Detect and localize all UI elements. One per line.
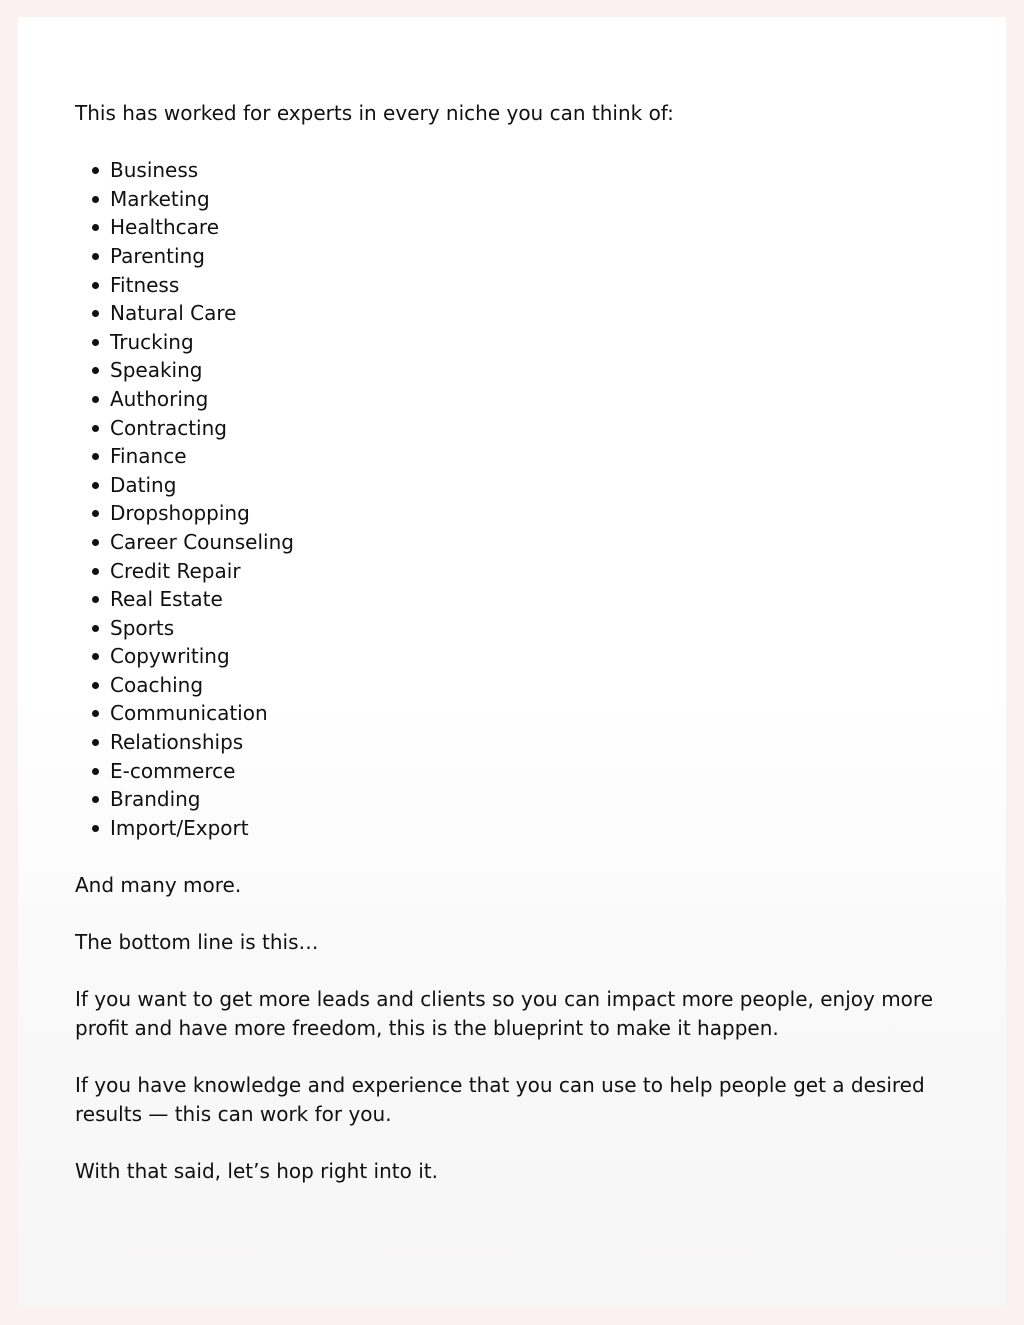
list-item [75,213,935,242]
bullet-icon [92,653,99,660]
list-item [75,414,935,443]
list-item [75,385,935,414]
bullet-icon [92,224,99,231]
intro-paragraph: This has worked for experts in every niche you can think of: [75,101,674,125]
bullet-icon [92,253,99,260]
list-item [75,271,935,300]
bullet-icon [92,768,99,775]
list-item-label: Relationships [110,730,244,755]
list-item-label: Natural Care [110,301,237,326]
bottom-line-paragraph: The bottom line is this… [75,930,319,955]
document-page [18,17,1006,1307]
list-item-label: Dropshopping [110,501,250,526]
list-item-label: Healthcare [110,215,220,240]
list-item-label: Dating [110,472,177,497]
list-item [75,442,935,471]
list-item [75,699,935,728]
paragraph-spacer [75,900,935,929]
page-content [75,99,935,1186]
list-item-label: Sports [110,615,175,640]
and-many-more-paragraph: And many more. [75,873,242,898]
bullet-icon [92,739,99,746]
bullet-icon [92,425,99,432]
list-item [75,642,935,671]
bullet-icon [92,282,99,289]
bullet-icon [92,539,99,546]
list-item-label: Branding [110,787,201,812]
bullet-icon [92,167,99,174]
bullet-icon [92,310,99,317]
list-item [75,156,935,185]
list-item [75,499,935,528]
paragraph-spacer [75,842,935,871]
bullet-icon [92,568,99,575]
knowledge-paragraph: If you have knowledge and experience that you can use to help people get a desired results — this can work for you. [75,1073,925,1126]
list-item-label: Import/Export [110,815,249,840]
bullet-icon [92,396,99,403]
list-item-label: Copywriting [110,644,230,669]
bullet-icon [92,625,99,632]
bullet-icon [92,796,99,803]
list-item [75,328,935,357]
list-item [75,728,935,757]
list-item-label: Real Estate [110,587,223,612]
list-item [75,757,935,786]
list-item [75,356,935,385]
list-item-label: Parenting [110,243,205,268]
list-item-label: Career Counseling [110,529,294,554]
list-item-label: Finance [110,444,187,469]
list-item-label: Trucking [110,329,194,354]
list-item [75,557,935,586]
bullet-icon [92,453,99,460]
bullet-icon [92,367,99,374]
leads-paragraph: If you want to get more leads and clients so you can impact more people, enjoy more profit and have more freedom, this is the blueprint to make it happen. [75,987,934,1040]
list-item-label: Communication [110,701,268,726]
list-item-label: Marketing [110,186,210,211]
list-item [75,299,935,328]
bullet-icon [92,510,99,517]
list-item-label: Fitness [110,272,180,297]
list-item [75,671,935,700]
list-item [75,814,935,843]
list-item [75,185,935,214]
niche-list [75,156,935,842]
paragraph-spacer [75,1043,935,1072]
list-item [75,242,935,271]
paragraph-spacer [75,128,935,157]
list-item-label: Coaching [110,672,204,697]
bullet-icon [92,196,99,203]
bullet-icon [92,682,99,689]
bullet-icon [92,482,99,489]
paragraph-spacer [75,1128,935,1157]
list-item-label: Speaking [110,358,203,383]
list-item-label: Contracting [110,415,227,440]
bullet-icon [92,710,99,717]
list-item-label: E-commerce [110,758,236,783]
bullet-icon [92,339,99,346]
list-item-label: Business [110,158,199,183]
list-item-label: Credit Repair [110,558,241,583]
list-item-label: Authoring [110,386,209,411]
list-item [75,585,935,614]
bullet-icon [92,596,99,603]
list-item [75,471,935,500]
paragraph-spacer [75,957,935,986]
bullet-icon [92,825,99,832]
list-item [75,785,935,814]
list-item [75,614,935,643]
list-item [75,528,935,557]
closing-paragraph: With that said, let’s hop right into it. [75,1158,438,1183]
